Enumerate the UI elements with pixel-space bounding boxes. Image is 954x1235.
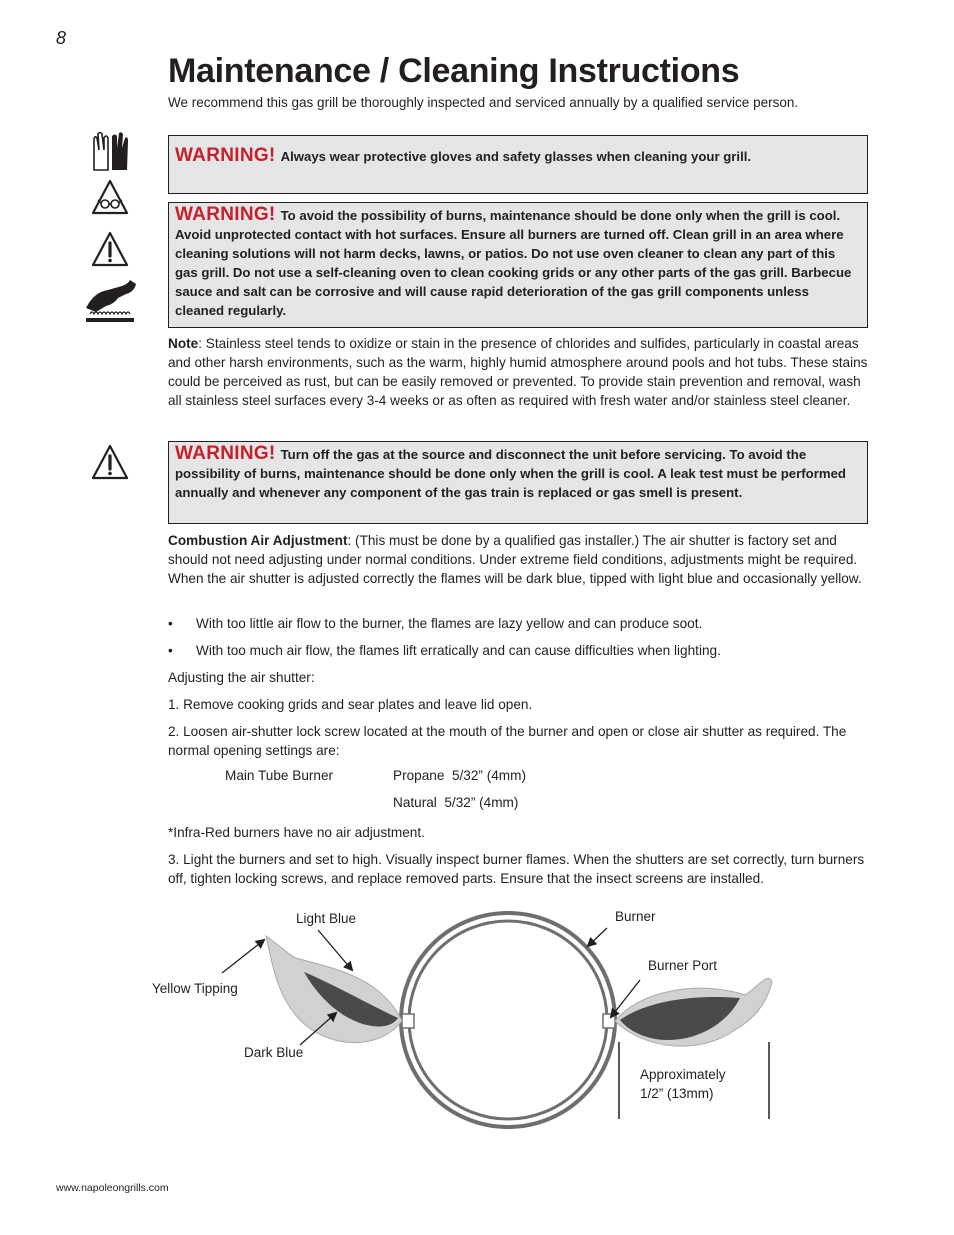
label-approximately: Approximately	[640, 1067, 726, 1082]
combustion-label: Combustion Air Adjustment	[168, 533, 348, 548]
label-burner-port: Burner Port	[648, 958, 718, 973]
warning-text: Always wear protective gloves and safety glasses when cleaning your grill.	[280, 149, 752, 164]
warning-label: WARNING!	[175, 204, 276, 225]
combustion-text: : (This must be done by a qualified gas installer.) The air shutter is factory set and should not need adjusting under normal conditions. Under extreme field conditions, adjustments might be required. When the air shutter is adjusted correctly the flames will be dark blue, tipped with light blue and occasionally yellow.	[168, 533, 862, 586]
arrow-burner	[588, 928, 607, 946]
adjusting-heading: Adjusting the air shutter:	[168, 670, 315, 685]
caution-triangle-icon	[90, 230, 130, 268]
caution-triangle-icon	[90, 443, 130, 481]
label-light-blue: Light Blue	[296, 911, 357, 926]
note-paragraph	[168, 334, 868, 410]
setting-propane: Propane 5/32” (4mm)	[393, 768, 526, 783]
arrow-yellow-tipping	[222, 940, 264, 973]
bullet-dot: •	[168, 643, 173, 658]
burner-port-left	[402, 1014, 414, 1028]
bullet-text: With too little air flow to the burner, the flames are lazy yellow and can produce soot.	[196, 616, 703, 631]
safety-glasses-icon	[90, 178, 130, 216]
label-approx-measure: 1/2” (13mm)	[640, 1086, 714, 1101]
infrared-note: *Infra-Red burners have no air adjustment.	[168, 825, 425, 840]
setting-natural: Natural 5/32” (4mm)	[393, 795, 519, 810]
footer-url: www.napoleongrills.com	[56, 1182, 169, 1194]
bullet-text: With too much air flow, the flames lift erratically and can cause difficulties when lighting.	[196, 643, 721, 658]
gloves-icon	[90, 130, 132, 174]
warning-text: To avoid the possibility of burns, maintenance should be done only when the grill is cool. Avoid unprotected contact with hot surfaces. Ensure all burners are turned off. Clean grill in an area where cleaning solutions will not harm decks, lawns, or patios. Do not use oven cleaner to clean any part of this gas grill. Do not use a self-cleaning oven to clean cooking grids or any other parts of the gas grill. Barbecue sauce and salt can be corrosive and will cause rapid deterioration of the gas grill components unless cleaned regularly.	[175, 208, 852, 318]
list-item	[168, 614, 702, 633]
page-title: Maintenance / Cleaning Instructions	[168, 52, 740, 90]
step-1: 1. Remove cooking grids and sear plates and leave lid open.	[168, 697, 533, 712]
list-item	[168, 641, 721, 660]
warning-text: Turn off the gas at the source and disconnect the unit before servicing. To avoid the possibility of burns, maintenance should be done only when the grill is cool. A leak test must be performed annually and whenever any component of the gas train is replaced or gas smell is present.	[175, 447, 846, 500]
page-number: 8	[56, 28, 67, 48]
warning-label: WARNING!	[175, 443, 276, 464]
note-label: Note	[168, 336, 199, 351]
warning-box-gloves	[168, 135, 868, 194]
combustion-paragraph	[168, 531, 868, 588]
warning-label: WARNING!	[175, 145, 276, 166]
warning-box-gas	[168, 441, 868, 524]
burner-port-right	[603, 1014, 615, 1028]
step-3: 3. Light the burners and set to high. Visually inspect burner flames. When the shutters are set correctly, turn burners off, tighten locking screws, and replace removed parts. Ensure that the insect screens are installed.	[168, 852, 865, 886]
setting-burner-type: Main Tube Burner	[225, 768, 334, 783]
intro-text: We recommend this gas grill be thoroughly inspected and serviced annually by a qualified service person.	[168, 95, 799, 110]
bullet-dot: •	[168, 616, 173, 631]
step-2: 2. Loosen air-shutter lock screw located at the mouth of the burner and open or close air shutter as required. The normal opening settings are:	[168, 724, 847, 758]
burner-tube-inner	[409, 921, 607, 1119]
label-dark-blue: Dark Blue	[244, 1045, 304, 1060]
warning-box-burns	[168, 202, 868, 328]
label-yellow-tipping: Yellow Tipping	[152, 981, 238, 996]
label-burner: Burner	[615, 909, 656, 924]
arrow-light-blue	[318, 930, 352, 970]
burner-tube-outer	[401, 913, 615, 1127]
burner-flame-diagram	[0, 895, 954, 1135]
hot-surface-hand-icon	[84, 278, 140, 324]
note-text: : Stainless steel tends to oxidize or stain in the presence of chlorides and sulfides, particularly in coastal areas and other harsh environments, such as the warm, highly humid atmosphere around pools and hot tubs. These stains could be perceived as rust, but can be easily removed or prevented. To provide stain prevention and removal, wash all stainless steel surfaces every 3-4 weeks or as often as required with fresh water and/or stainless steel cleaner.	[168, 336, 868, 408]
